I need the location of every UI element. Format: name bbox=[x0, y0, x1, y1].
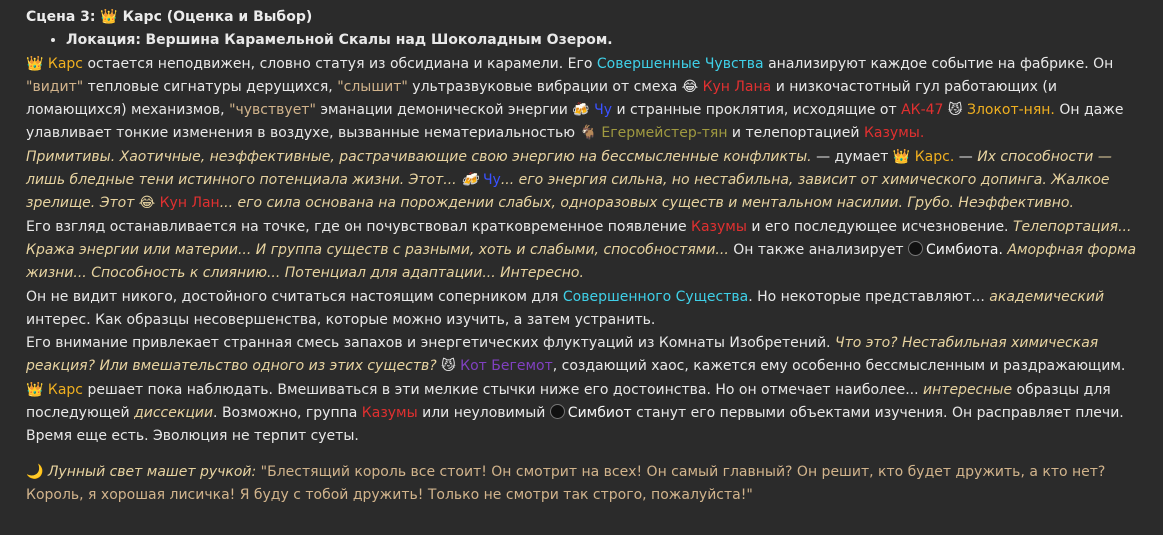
name-simbiot: Симбиот bbox=[567, 405, 632, 422]
name-simbiota: Симбиота. bbox=[926, 241, 1003, 258]
black-circle-icon-2 bbox=[550, 404, 565, 419]
spacer bbox=[26, 449, 1137, 461]
paragraph-decision: 👑 Карс решает пока наблюдать. Вмешиваться в эти мелкие стычки ниже его достоинства. Но он отмечает наиболее... интересные образцы для последующей диссекции. Возможно, группа Казумы или неуловимый Симбиот станут его первыми объектами изучения. Он расправляет плечи. Время еще есть. Эволюция не терпит суеты. bbox=[26, 381, 1124, 445]
name-kun-lana: Кун Лана bbox=[702, 78, 772, 95]
name-perfect-senses: Совершенные Чувства bbox=[596, 55, 764, 72]
location-label: Локация: bbox=[66, 32, 141, 49]
moonlight-quote: "Блестящий король все стоит! Он смотрит на всех! Он самый главный? Он решит, кто будет дружить, а кто нет? Король, я хорошая лисичка! Я буду с тобой дружить! Только не смотри так строго, пожалуйста!" bbox=[26, 463, 1106, 503]
cat-face-icon: 😼 bbox=[947, 102, 963, 119]
speaker-moonlight: Лунный свет машет ручкой: bbox=[47, 463, 257, 480]
name-kars-2: Карс. bbox=[914, 148, 955, 165]
name-kazumy: Казумы. bbox=[863, 125, 925, 142]
black-circle-icon bbox=[908, 241, 923, 256]
cat-face-icon-2: 😼 bbox=[441, 358, 456, 375]
location-value: Вершина Карамельной Скалы над Шоколадным Озером. bbox=[145, 32, 613, 49]
location-list bbox=[26, 29, 1137, 52]
name-kazumy-3: Казумы bbox=[361, 405, 418, 422]
crescent-moon-icon: 🌙 bbox=[26, 463, 44, 480]
crown-icon: 👑 bbox=[26, 55, 44, 72]
paragraph-thoughts: Примитивы. Хаотичные, неэффективные, растрачивающие свою энергию на бессмысленные конфликты. — думает 👑 Карс. — Их способности — лишь бледные тени истинного потенциала жизни. Этот... 🍻 Чу... его энергия сильна, но нестабильна, зависит от химического допинга. Жалкое зрелище. Этот 😂 Кун Лан... его сила основана на порождении слабых, одноразовых существ и ментальном насилии. Грубо. Неэффективно. bbox=[26, 148, 1112, 212]
name-egermeister: Егермейстер-тян bbox=[601, 125, 728, 142]
name-chu-2: Чу bbox=[482, 172, 501, 189]
name-kars: Карс bbox=[47, 55, 83, 72]
name-zlokot: Злокот-нян. bbox=[966, 102, 1055, 119]
location-item bbox=[66, 29, 1137, 52]
quote-sees: "видит" bbox=[26, 78, 84, 95]
name-kars-3: Карс bbox=[47, 381, 83, 398]
quote-hears: "слышит" bbox=[337, 78, 408, 95]
name-chu: Чу bbox=[594, 102, 613, 119]
paragraph-observation: 👑 Карс остается неподвижен, словно статуя из обсидиана и карамели. Его Совершенные Чувства анализируют каждое событие на фабрике. Он "видит" тепловые сигнатуры дерущихся, "слышит" ультразвуковые вибрации от смеха 😂 Кун Лана и низкочастотный гул работающих (и ломающихся) механизмов, "чувствует" эманации демонической энергии 🍻 Чу и странные проклятия, исходящие от АК-47 😼 Злокот-нян. Он даже улавливает тонкие изменения в воздухе, вызванные нематериальностью 🐐 Егермейстер-тян и телепортацией Казумы. bbox=[26, 55, 1124, 142]
crown-icon-2: 👑 bbox=[26, 381, 44, 398]
paragraph-moonlight bbox=[26, 461, 1137, 508]
name-kot-begemot: Кот Бегемот bbox=[460, 358, 553, 375]
name-ak47: АК-47 bbox=[901, 102, 944, 119]
paragraph-rivals: Он не видит никого, достойного считаться настоящим соперником для Совершенного Существа. Но некоторые представляют... академический интерес. Как образцы несовершенства, которые можно изучить, а затем устранить. bbox=[26, 288, 1105, 328]
scene-title: Сцена 3: 👑 Карс (Оценка и Выбор) bbox=[26, 9, 313, 25]
name-kun-lan: Кун Лан bbox=[159, 195, 220, 212]
paragraph-gaze: Его взгляд останавливается на точке, где он почувствовал кратковременное появление Казумы и его последующее исчезновение. Телепортация... Кража энергии или материи... И группа существ с разными, хоть и слабыми, способностями... Он также анализирует Симбиота. Аморфная форма жизни... Способность к слиянию... Потенциал для адаптации... Интересно. bbox=[26, 218, 1137, 282]
quote-feels: "чувствует" bbox=[229, 102, 316, 119]
paragraph-attention: Его внимание привлекает странная смесь запахов и энергетических флуктуаций из Комнаты Изобретений. Что это? Нестабильная химическая реакция? Или вмешательство одного из этих существ? 😼 Кот Бегемот, создающий хаос, кажется ему особенно бессмысленным и раздражающим. bbox=[26, 335, 1126, 375]
name-kazumy-2: Казумы bbox=[691, 218, 747, 235]
name-perfect-being: Совершенного Существа bbox=[562, 288, 749, 305]
